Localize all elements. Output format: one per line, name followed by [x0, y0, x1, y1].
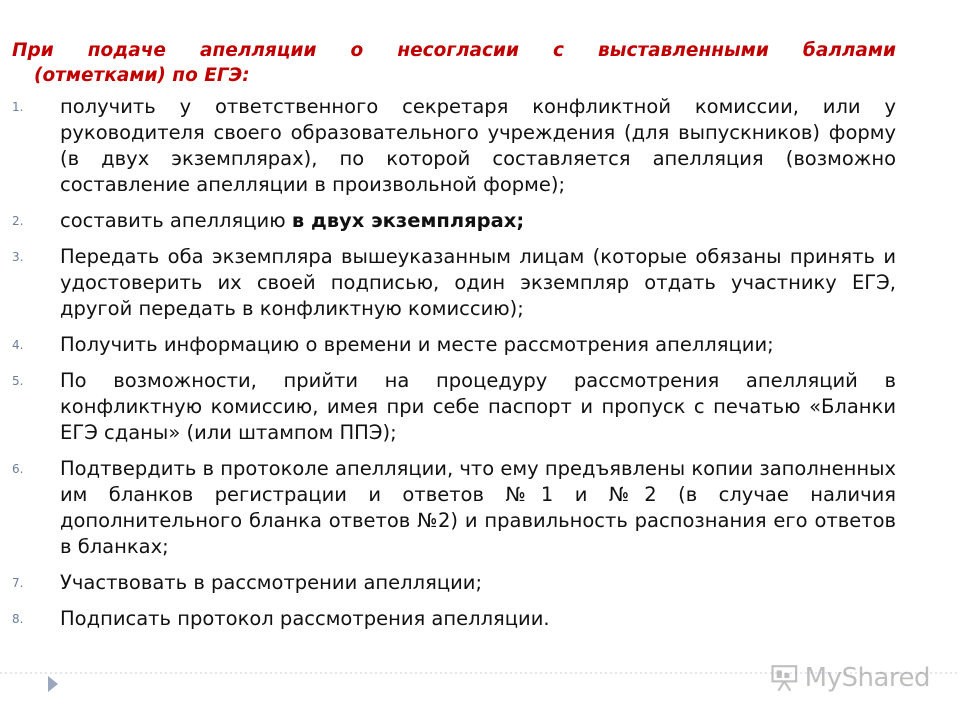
list-item — [12, 456, 896, 560]
heading-line-2: (отметками) по ЕГЭ: — [34, 65, 250, 86]
numbered-list — [12, 94, 896, 632]
heading-line-1: При подаче апелляции о несогласии с выставленными баллами — [12, 40, 896, 61]
list-text: Передать оба экземпляра вышеуказанным лицам (которые обязаны принять и удостоверить их своей подписью, один экземпляр отдать участнику ЕГЭ, другой передать в конфликтную комиссию); — [60, 245, 896, 320]
list-text: Подтвердить в протоколе апелляции, что ему предъявлены копии заполненных им бланков регистрации и ответов №1 и №2 (в случае наличия дополнительного бланка ответов №2) и правильность распознания его ответов в бланках; — [60, 457, 896, 558]
list-number: 4. — [12, 338, 24, 352]
list-item — [12, 606, 896, 632]
list-text — [60, 208, 896, 234]
list-item — [12, 208, 896, 234]
list-text-bold: в двух экземплярах; — [291, 209, 525, 232]
presentation-icon — [770, 661, 799, 695]
list-text: Подписать протокол рассмотрения апелляции. — [60, 607, 550, 630]
list-text: По возможности, прийти на процедуру рассмотрения апелляций в конфликтную комиссию, имея при себе паспорт и пропуск с печатью «Бланки ЕГЭ сданы» (или штампом ППЭ); — [60, 369, 896, 444]
list-item — [12, 244, 896, 322]
list-item — [12, 368, 896, 446]
watermark-text: MyShared — [804, 663, 930, 693]
list-text: Участвовать в рассмотрении апелляции; — [60, 571, 483, 594]
list-number: 3. — [12, 250, 24, 264]
watermark-logo — [770, 658, 930, 698]
slide-content — [12, 38, 896, 642]
list-number: 5. — [12, 374, 24, 388]
list-text: Получить информацию о времени и месте рассмотрения апелляции; — [60, 333, 774, 356]
list-number: 6. — [12, 462, 24, 476]
list-number: 7. — [12, 576, 24, 590]
slide-heading — [12, 38, 896, 88]
list-item — [12, 332, 896, 358]
list-text-regular: составить апелляцию — [60, 209, 292, 232]
list-number: 2. — [12, 214, 24, 228]
next-arrow-icon[interactable] — [48, 676, 58, 692]
list-item — [12, 94, 896, 198]
list-item — [12, 570, 896, 596]
list-text: получить у ответственного секретаря конфликтной комиссии, или у руководителя своего образовательного учреждения (для выпускников) форму (в двух экземплярах), по которой составляется апелляция (возможно составление апелляции в произвольной форме); — [60, 95, 896, 196]
list-number: 1. — [12, 100, 24, 114]
list-number: 8. — [12, 612, 24, 626]
